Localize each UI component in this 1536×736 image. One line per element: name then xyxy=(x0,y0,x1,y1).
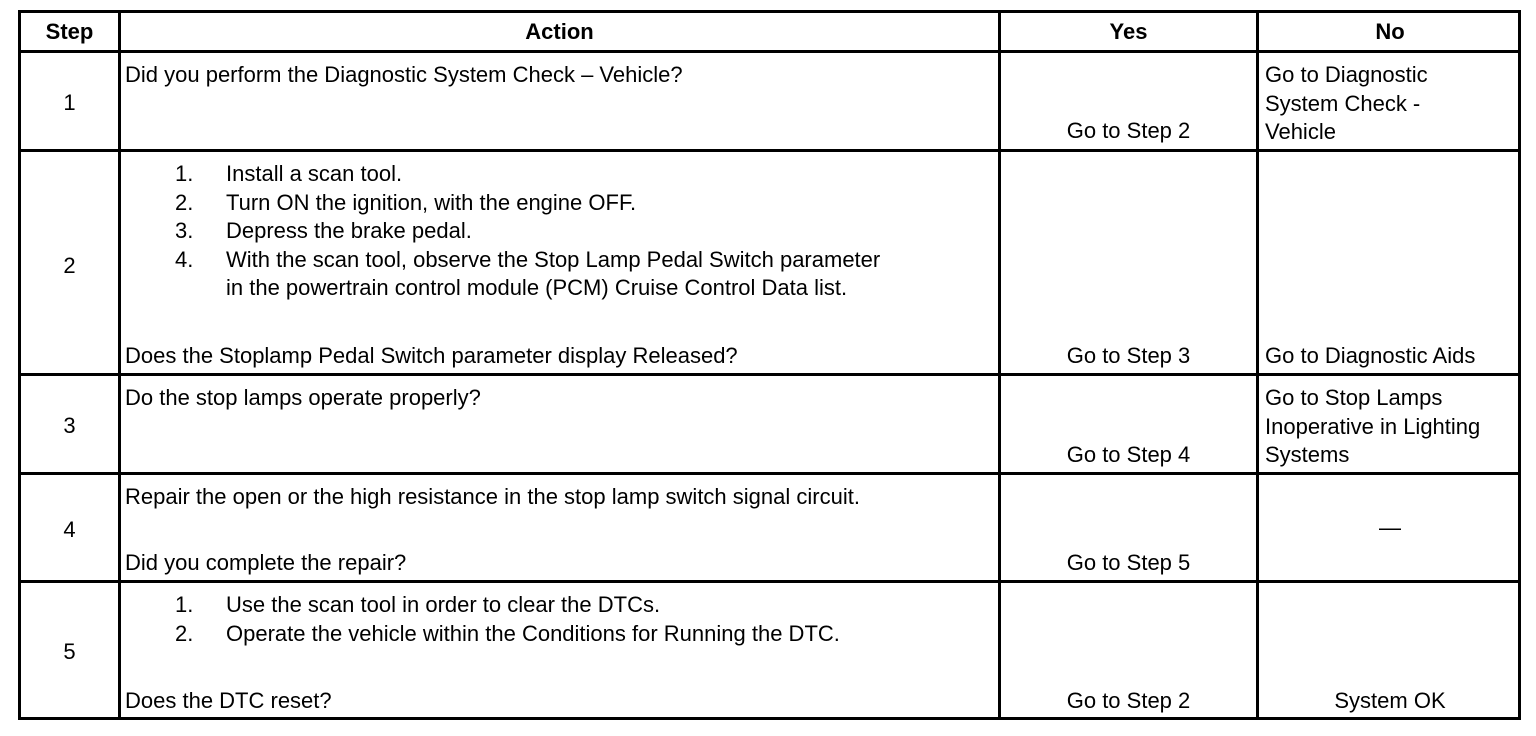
action-steps-list xyxy=(125,591,840,648)
list-item: 2. Operate the vehicle within the Conditions for Running the DTC. xyxy=(175,620,840,646)
yes-link[interactable]: Go to Step 2 xyxy=(1066,118,1191,143)
row-divider xyxy=(21,472,1518,475)
row-divider xyxy=(21,373,1518,376)
diagnostic-table xyxy=(18,10,1521,720)
list-item: 1. Use the scan tool in order to clear the DTCs. xyxy=(175,592,661,617)
list-item: 4. With the scan tool, observe the Stop Lamp Pedal Switch parameter xyxy=(175,246,881,272)
column-divider xyxy=(118,13,121,717)
no-dash: — xyxy=(1379,515,1401,540)
row-divider xyxy=(21,580,1518,583)
action-question: Do the stop lamps operate properly? xyxy=(125,385,481,410)
action-question: Does the Stoplamp Pedal Switch parameter display Released? xyxy=(125,343,738,368)
no-link[interactable]: Go to Stop Lamps Inoperative in Lighting Systems xyxy=(1265,385,1481,467)
header-action: Action xyxy=(525,19,594,44)
action-steps-list xyxy=(125,160,880,303)
header-step: Step xyxy=(45,19,94,44)
column-divider xyxy=(1256,13,1259,717)
list-item-continuation: in the powertrain control module (PCM) Cruise Control Data list. xyxy=(226,275,848,300)
step-number: 4 xyxy=(63,517,76,542)
yes-link[interactable]: Go to Step 2 xyxy=(1066,688,1191,713)
action-question: Did you complete the repair? xyxy=(125,550,407,575)
header-yes: Yes xyxy=(1109,19,1148,44)
no-link[interactable]: Go to Diagnostic System Check - Vehicle xyxy=(1265,62,1428,144)
step-number: 3 xyxy=(63,413,76,438)
action-question: Did you perform the Diagnostic System Check – Vehicle? xyxy=(125,62,683,87)
no-link[interactable]: Go to Diagnostic Aids xyxy=(1265,343,1476,368)
no-result: System OK xyxy=(1334,688,1446,713)
step-number: 1 xyxy=(63,90,76,115)
row-divider xyxy=(21,50,1518,53)
step-number: 5 xyxy=(63,639,76,664)
list-item: 1. Install a scan tool. xyxy=(175,161,403,186)
action-question: Does the DTC reset? xyxy=(125,688,332,713)
list-item: 2. Turn ON the ignition, with the engine OFF. xyxy=(175,189,637,215)
yes-link[interactable]: Go to Step 3 xyxy=(1066,343,1191,368)
yes-link[interactable]: Go to Step 4 xyxy=(1066,442,1191,467)
action-instruction: Repair the open or the high resistance in the stop lamp switch signal circuit. xyxy=(125,484,860,509)
yes-link[interactable]: Go to Step 5 xyxy=(1066,550,1191,575)
header-no: No xyxy=(1375,19,1405,44)
row-divider xyxy=(21,149,1518,152)
list-item: 3. Depress the brake pedal. xyxy=(175,218,472,243)
step-number: 2 xyxy=(63,253,76,278)
